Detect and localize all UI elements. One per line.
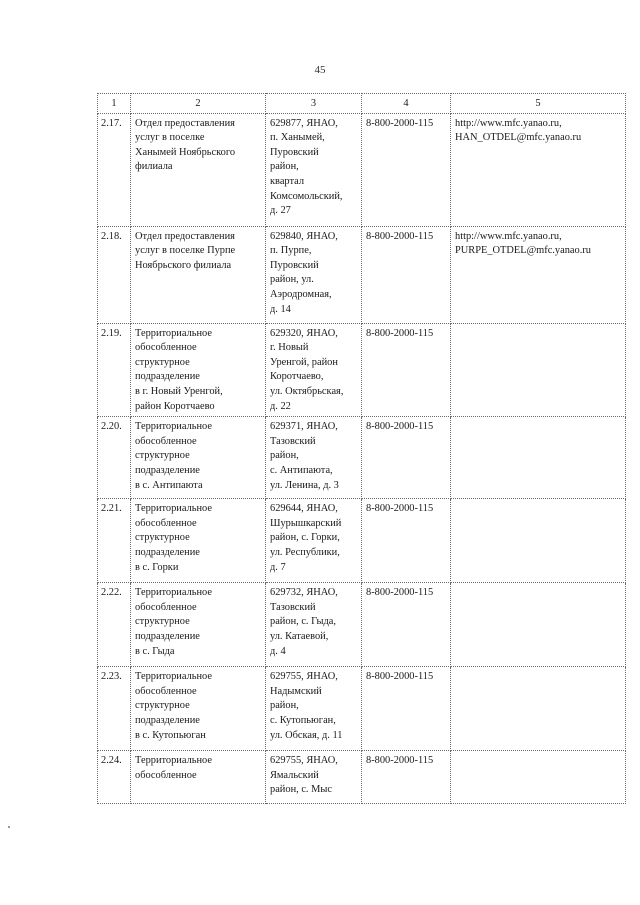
- office-name: Территориальное обособленное структурное подразделение в с. Горки: [131, 499, 266, 583]
- table-row: [98, 323, 626, 417]
- column-header: 3: [266, 94, 362, 114]
- office-address: 629877, ЯНАО, п. Ханымей, Пуровский район, квартал Комсомольский, д. 27: [266, 113, 362, 226]
- column-header: 5: [451, 94, 626, 114]
- office-phone: 8-800-2000-115: [362, 667, 451, 751]
- office-contacts: [451, 417, 626, 499]
- page-number: 45: [314, 64, 326, 76]
- service-offices-table: [97, 93, 626, 804]
- office-phone: 8-800-2000-115: [362, 583, 451, 667]
- table-row: [98, 499, 626, 583]
- office-contacts: [451, 751, 626, 804]
- office-address: 629840, ЯНАО, п. Пурпе, Пуровский район, ул. Аэродромная, д. 14: [266, 226, 362, 323]
- row-number: 2.20.: [98, 417, 131, 499]
- row-number: 2.18.: [98, 226, 131, 323]
- column-header: 4: [362, 94, 451, 114]
- office-address: 629320, ЯНАО, г. Новый Уренгой, район Коротчаево, ул. Октябрьская, д. 22: [266, 323, 362, 417]
- row-number: 2.19.: [98, 323, 131, 417]
- office-contacts: http://www.mfc.yanao.ru, PURPE_OTDEL@mfc.yanao.ru: [451, 226, 626, 323]
- office-phone: 8-800-2000-115: [362, 323, 451, 417]
- column-header: 2: [131, 94, 266, 114]
- row-number: 2.23.: [98, 667, 131, 751]
- office-name: Территориальное обособленное структурное подразделение в г. Новый Уренгой, район Коротчаево: [131, 323, 266, 417]
- scan-margin-mark: [8, 826, 10, 828]
- office-name: Территориальное обособленное структурное подразделение в с. Антипаюта: [131, 417, 266, 499]
- office-address: 629755, ЯНАО, Ямальский район, с. Мыс: [266, 751, 362, 804]
- office-name: Отдел предоставления услуг в поселке Пурпе Ноябрьского филиала: [131, 226, 266, 323]
- table-row: [98, 667, 626, 751]
- office-contacts: [451, 499, 626, 583]
- office-contacts: http://www.mfc.yanao.ru, HAN_OTDEL@mfc.yanao.ru: [451, 113, 626, 226]
- office-phone: 8-800-2000-115: [362, 417, 451, 499]
- table-row: [98, 751, 626, 804]
- office-contacts: [451, 323, 626, 417]
- row-number: 2.21.: [98, 499, 131, 583]
- office-name: Территориальное обособленное структурное подразделение в с. Кутопьюган: [131, 667, 266, 751]
- table-row: [98, 583, 626, 667]
- table-row: [98, 113, 626, 226]
- table-row: [98, 417, 626, 499]
- table-header-row: [98, 94, 626, 114]
- office-name: Отдел предоставления услуг в поселке Ханымей Ноябрьского филиала: [131, 113, 266, 226]
- office-phone: 8-800-2000-115: [362, 226, 451, 323]
- row-number: 2.17.: [98, 113, 131, 226]
- office-phone: 8-800-2000-115: [362, 499, 451, 583]
- office-phone: 8-800-2000-115: [362, 751, 451, 804]
- column-header: 1: [98, 94, 131, 114]
- office-address: 629371, ЯНАО, Тазовский район, с. Антипаюта, ул. Ленина, д. 3: [266, 417, 362, 499]
- office-name: Территориальное обособленное: [131, 751, 266, 804]
- office-name: Территориальное обособленное структурное подразделение в с. Гыда: [131, 583, 266, 667]
- row-number: 2.24.: [98, 751, 131, 804]
- office-phone: 8-800-2000-115: [362, 113, 451, 226]
- office-address: 629732, ЯНАО, Тазовский район, с. Гыда, ул. Катаевой, д. 4: [266, 583, 362, 667]
- office-address: 629644, ЯНАО, Шурышкарский район, с. Горки, ул. Республики, д. 7: [266, 499, 362, 583]
- office-contacts: [451, 667, 626, 751]
- office-contacts: [451, 583, 626, 667]
- office-address: 629755, ЯНАО, Надымский район, с. Кутопьюган, ул. Обская, д. 11: [266, 667, 362, 751]
- table-row: [98, 226, 626, 323]
- row-number: 2.22.: [98, 583, 131, 667]
